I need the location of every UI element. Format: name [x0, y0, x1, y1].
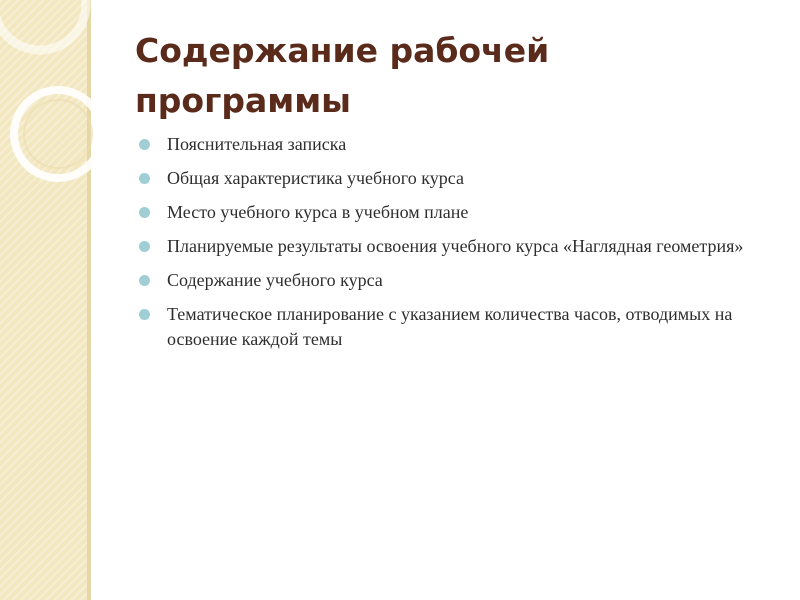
list-item-text: Место учебного курса в учебном плане — [167, 202, 469, 222]
bullet-list — [137, 132, 777, 361]
list-item-text: Содержание учебного курса — [167, 270, 383, 290]
circle-bullet-icon — [139, 207, 150, 218]
decorative-rings — [0, 0, 120, 200]
list-item-text: Общая характеристика учебного курса — [167, 168, 464, 188]
circle-bullet-icon — [139, 241, 150, 252]
list-item-text: Пояснительная записка — [167, 134, 347, 154]
list-item — [137, 132, 777, 157]
slide-title: Содержание рабочей программы — [135, 31, 550, 120]
list-item — [137, 200, 777, 225]
list-item-text: Тематическое планирование с указанием количества часов, отводимых на освоение каждой темы — [167, 304, 733, 349]
circle-bullet-icon — [139, 139, 150, 150]
circle-bullet-icon — [139, 275, 150, 286]
list-item-text: Планируемые результаты освоения учебного курса «Наглядная геометрия» — [167, 236, 744, 256]
list-item — [137, 234, 777, 259]
list-item — [137, 166, 777, 191]
list-item — [137, 302, 777, 352]
circle-bullet-icon — [139, 309, 150, 320]
list-item — [137, 268, 777, 293]
circle-bullet-icon — [139, 173, 150, 184]
